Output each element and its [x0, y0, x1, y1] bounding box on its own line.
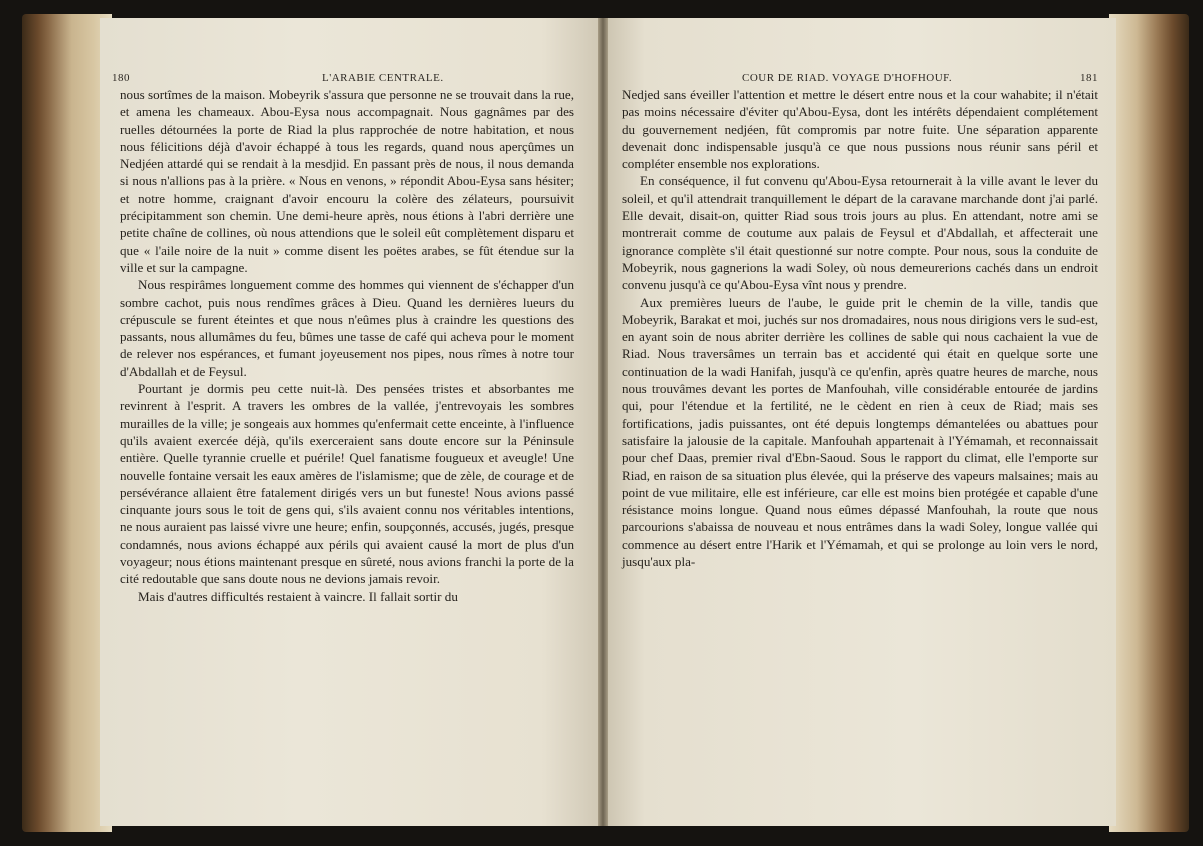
book-edge-right: [1109, 14, 1189, 832]
right-page-number: 181: [1080, 72, 1098, 84]
left-page-number: 180: [112, 72, 130, 84]
paragraph: Nedjed sans éveiller l'attention et mettre le désert entre nous et la cour wahabite; il n'était pas moins nécessaire d'éviter qu'Abou-Eysa, dont les intérêts dépendaient complétement du gouvernement nedjéen, fût compromis par notre fuite. Une séparation apparente devenait donc indispensable jusqu'à ce que nous pussions nous réunir sans péril et compléter ensemble nos explorations.: [622, 87, 1098, 172]
paragraph: En conséquence, il fut convenu qu'Abou-Eysa retournerait à la ville avant le lever du soleil, et qu'il attendrait tranquillement le départ de la caravane marchande dont j'ai parlé. Elle devait, disait-on, quitter Riad sous trois jours au plus. En attendant, notre ami se montrerait comme de coutume aux palais de Feysul et d'Abdallah, et affecterait une ignorance complète s'il était questionné sur notre compte. Pour nous, sous la conduite de Mobeyrik, nous gagnerions la wadi Soley, où nous demeurerions cachés dans un endroit convenu jusqu'à ce qu'Abou-Eysa vînt nous y prendre.: [622, 173, 1098, 293]
right-running-title: COUR DE RIAD. VOYAGE D'HOFHOUF.: [742, 72, 953, 84]
book-edge-left: [22, 14, 112, 832]
paragraph: Pourtant je dormis peu cette nuit-là. Des pensées tristes et absorbantes me revinrent à l'esprit. A travers les ombres de la vallée, j'entrevoyais les sombres murailles de la ville; je songeais aux hommes qu'enfermait cette enceinte, à l'influence qu'ils avaient exercée déjà, qu'ils exerceraient sans doute encore sur la Péninsule entière. Quelle tyrannie cruelle et puérile! Quel fanatisme fougueux et aveugle! Une nouvelle fontaine versait les eaux amères de l'islamisme; que de zèle, de courage et de persévérance allaient être fatalement dirigés vers un but funeste! Nous avions passé cinquante jours sous le toit de gens qui, s'ils avaient connu nos véritables intentions, ne nous auraient pas laissé vivre une heure; enfin, soupçonnés, accusés, jugés, presque condamnés, nous avions échappé aux périls qui avaient causé la mort de plus d'un voyageur; nous étions maintenant presque en sûreté, nous avions franchi la porte de la cité redoutable que sans doute nous ne devions jamais revoir.: [120, 381, 574, 587]
book-gutter: [598, 18, 608, 826]
paragraph: nous sortîmes de la maison. Mobeyrik s'assura que personne ne se trouvait dans la rue, et amena les chameaux. Abou-Eysa nous accompagnait. Nous gagnâmes par des ruelles détournées la porte de Riad la plus rapprochée de notre habitation, et nous nous félicitions déjà d'avoir échappé à tous les regards, quand nous aperçûmes un Nedjéen attardé qui se rendait à la mesdjid. En passant près de nous, il nous demanda si nous n'allions pas à la prière. « Nous en venons, » répondit Abou-Eysa sans hésiter; et notre homme, craignant d'avoir encouru la colère des zélateurs, poursuivit précipitamment son chemin. Une demi-heure après, nous étions à l'abri derrière une petite chaîne de collines, où nous attendions que le soleil eût complètement disparu et que « l'aile noire de la nuit » comme disent les poëtes arabes, se fût étendue sur la ville et sur la campagne.: [120, 87, 574, 275]
paragraph: Mais d'autres difficultés restaient à vaincre. Il fallait sortir du: [138, 588, 458, 604]
left-running-title: L'ARABIE CENTRALE.: [322, 72, 444, 84]
right-page-text: [622, 86, 1098, 570]
paragraph: Aux premières lueurs de l'aube, le guide prit le chemin de la ville, tandis que Mobeyrik, Barakat et moi, juchés sur nos dromadaires, nous nous dirigions vers le sud-est, en ayant soin de nous abriter derrière les collines de sable qui nous cachaient la vue de Riad. Nous traversâmes un terrain bas et accidenté qui était en quelque sorte une continuation de la wadi Hanifah, jusqu'à ce qu'enfin, après quatre heures de marche, nous nous trouvâmes devant les portes de Manfouhah, ville considérable entourée de jardins qui, pour l'étendue et la fertilité, ne le cèdent en rien à ceux de Riad; mais ses fortifications, jadis puissantes, ont été depuis longtemps démantelées ou abattues pour satisfaire la jalousie de la capitale. Manfouhah appartenait à l'Yémamah, et reconnaissait pour chef Daas, premier rival d'Ebn-Saoud. Sous le rapport du climat, elle l'emporte sur Riad, en raison de sa situation plus élevée, qui la préserve des vapeurs malsaines; mais au point de vue militaire, elle est inférieure, car elle est moins bien protégée et capable d'une résistance moins longue. Quand nous eûmes dépassé Manfouhah, la route que nous parcourions s'abaissa de nouveau et nous entrâmes dans la wadi Soley, longue vallée qui commence au désert entre l'Harik et l'Yémamah, et qui se prolonge au loin vers le nord, jusqu'aux pla-: [622, 294, 1098, 570]
left-page-text: [120, 86, 574, 605]
paragraph: Nous respirâmes longuement comme des hommes qui viennent de s'échapper d'un sombre cachot, puis nous rendîmes grâces à Dieu. Quand les dernières lueurs du crépuscule se furent éteintes et que nous n'eûmes plus à craindre les questions des passants, nous allumâmes du feu, bûmes une tasse de café qui acheva pour le moment de relever nos espérances, et fumant joyeusement nos pipes, nous rîmes à notre tour d'Abdallah et de Feysul.: [120, 277, 574, 379]
